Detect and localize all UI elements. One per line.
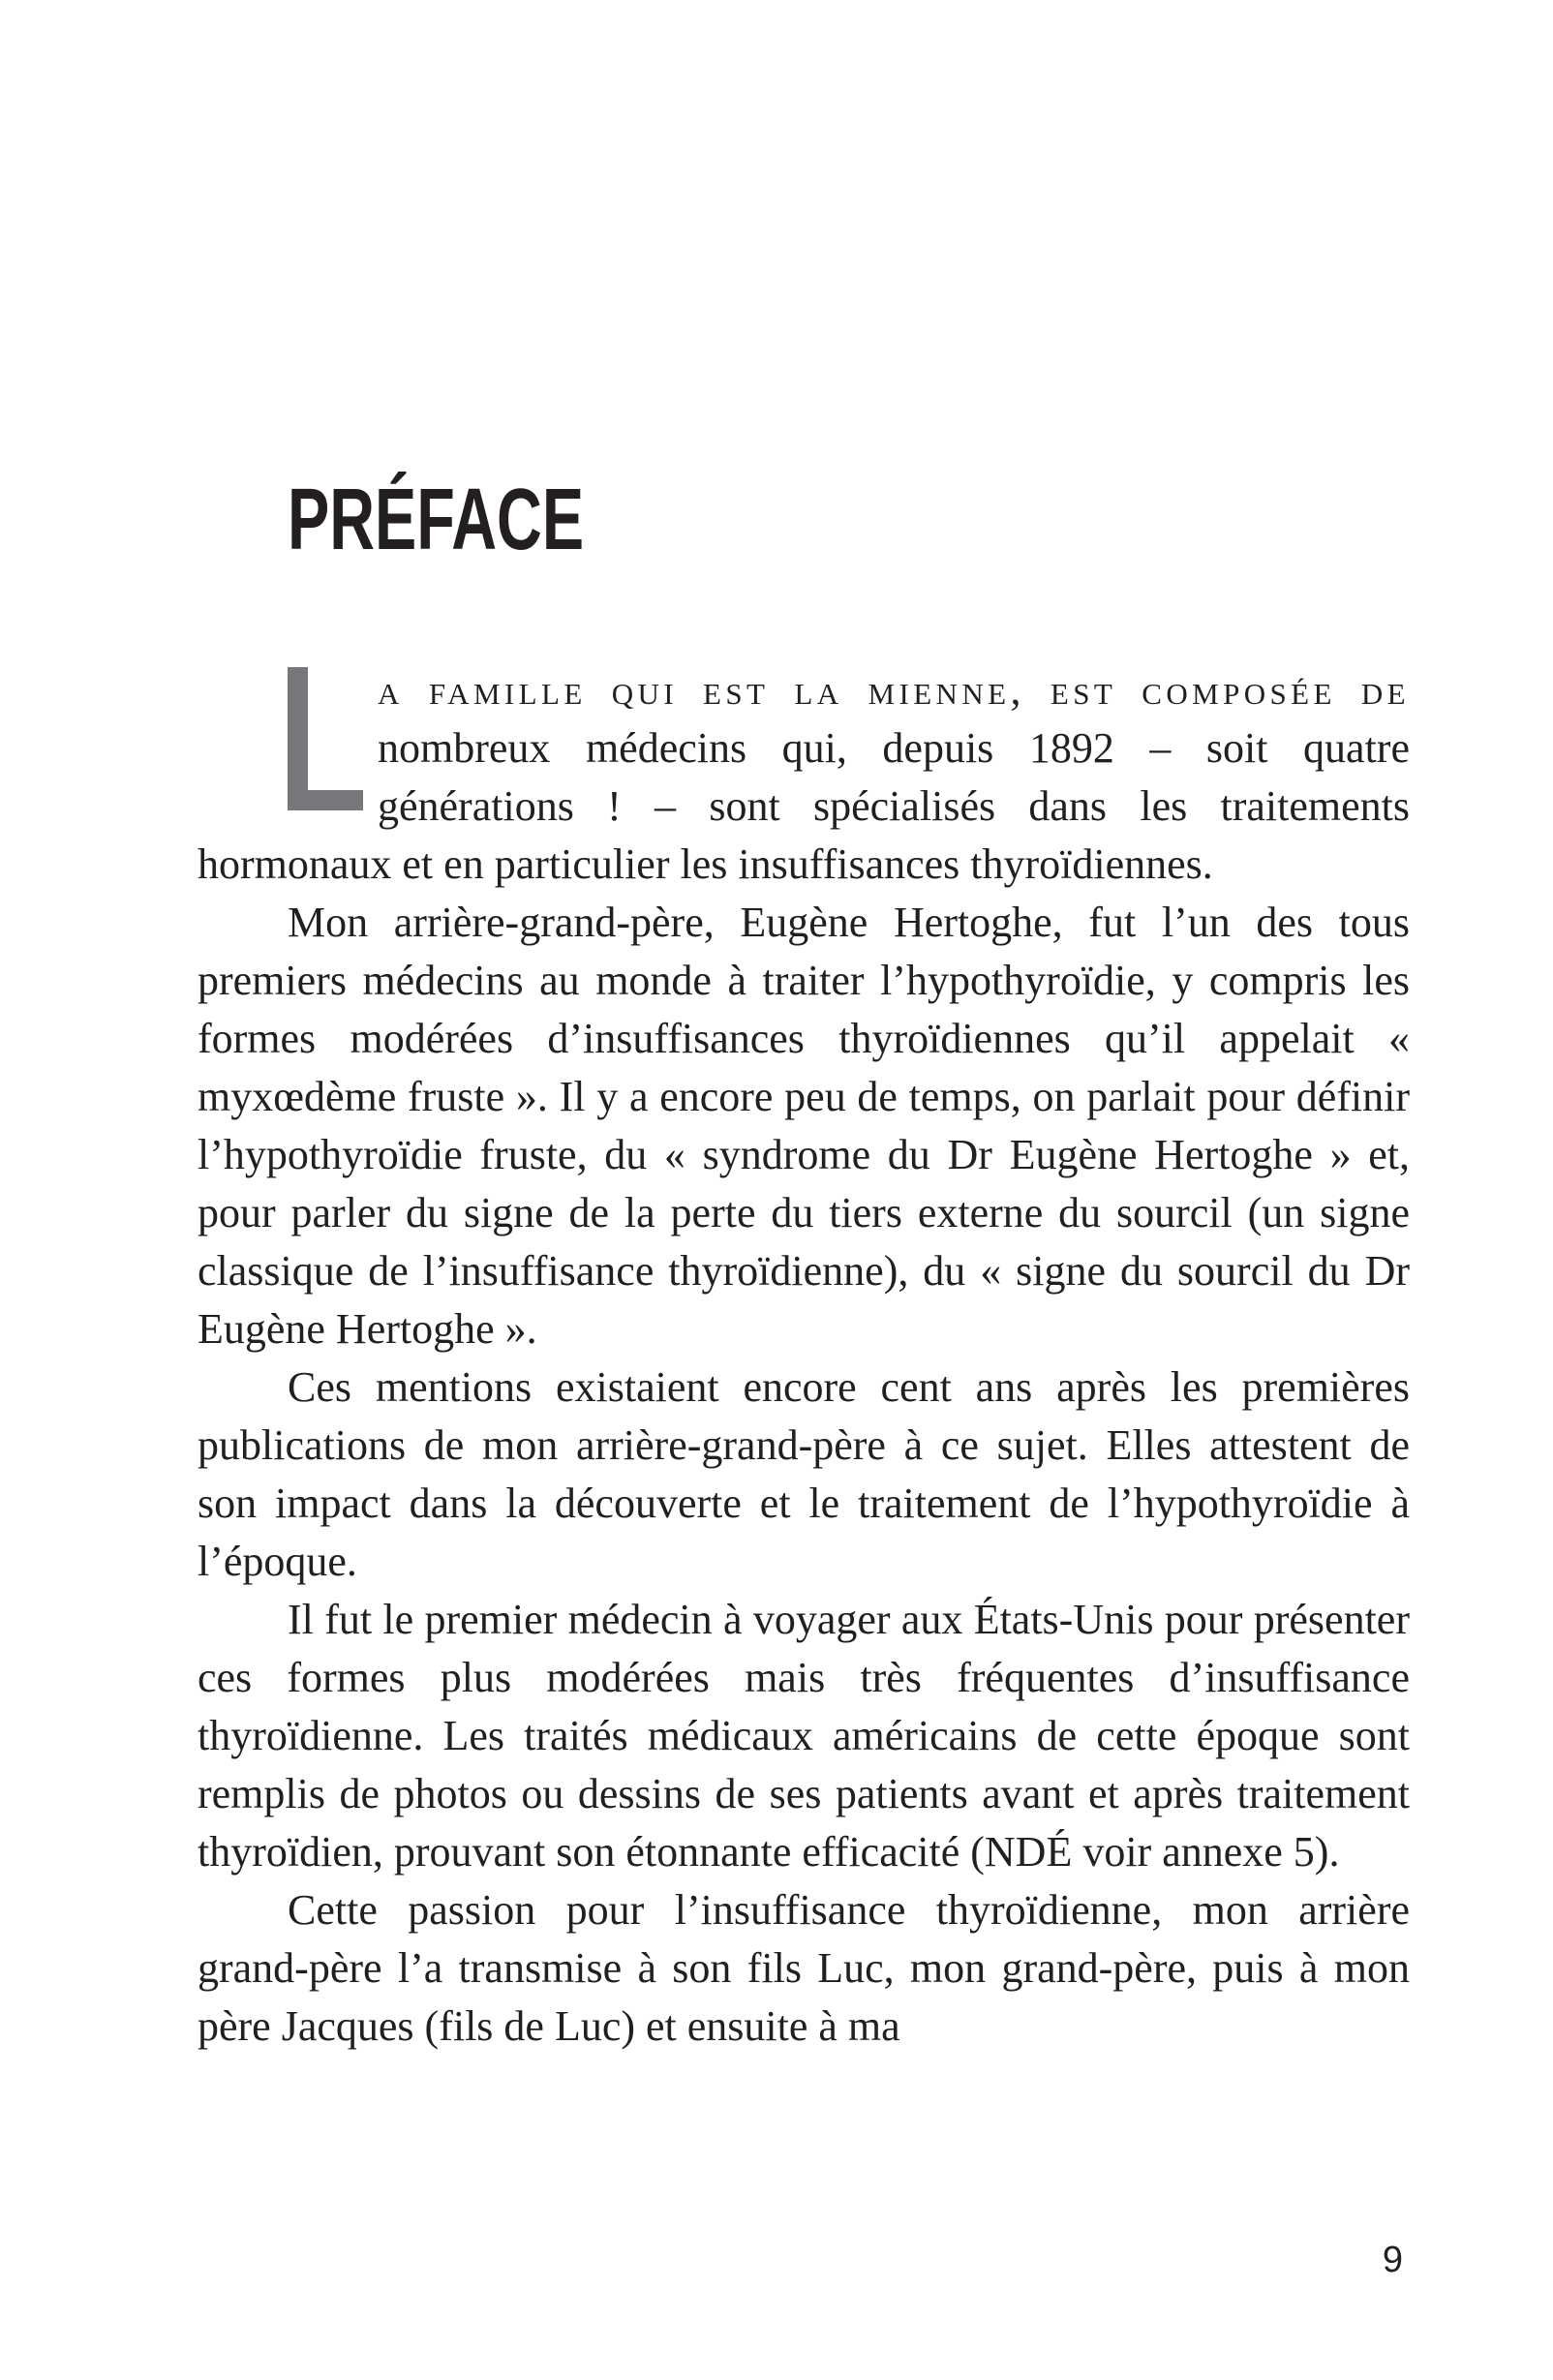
paragraph: Il fut le premier médecin à voyager aux États-Unis pour présenter ces formes plus modérées mais très fréquentes d’insuffisance thyroïdienne. Les traités médicaux américains de cette époque sont remplis de photos ou dessins de ses patients avant et après traitement thyroïdien, prouvant son étonnante efficacité (NDÉ voir annexe 5). (198, 1596, 1410, 1876)
paragraph: Mon arrière-grand-père, Eugène Hertoghe, fut l’un des tous premiers médecins au monde à traiter l’hypothyroïdie, y compris les formes modérées d’insuffisances thyroïdiennes qu’il appelait « myxœdème fruste ». Il y a encore peu de temps, on parlait pour définir l’hypothyroïdie fruste, du « syndrome du Dr Eugène Hertoghe » et, pour parler du signe de la perte du tiers externe du sourcil (un signe classique de l’insuffisance thyroïdienne), du « signe du sourcil du Dr Eugène Hertoghe ». (198, 899, 1410, 1353)
preface-body (198, 661, 1410, 2056)
paragraph: Ces mentions existaient encore cent ans après les premières publications de mon arrière-grand-père à ce sujet. Elles attestent de son impact dans la découverte et le traitement de l’hypothyroïdie à l’époque. (198, 1363, 1410, 1585)
dropcap-letter-l (288, 667, 363, 810)
paragraph: Cette passion pour l’insuffisance thyroïdienne, mon arrière grand-père l’a transmise à son fils Luc, mon grand-père, puis à mon père Jacques (fils de Luc) et ensuite à ma (198, 1886, 1410, 2050)
smallcaps-lead: a famille qui est la mienne, est composée de (378, 666, 1410, 714)
paragraph (198, 661, 1410, 894)
page-number: 9 (1382, 2240, 1403, 2280)
page-title: PRÉFACE (288, 472, 585, 568)
paragraph-text: nombreux médecins qui, depuis 1892 – soit quatre générations ! – sont spécialisés dans les traitements hormonaux et en particulier les insuffisances thyroïdiennes. (198, 724, 1410, 888)
